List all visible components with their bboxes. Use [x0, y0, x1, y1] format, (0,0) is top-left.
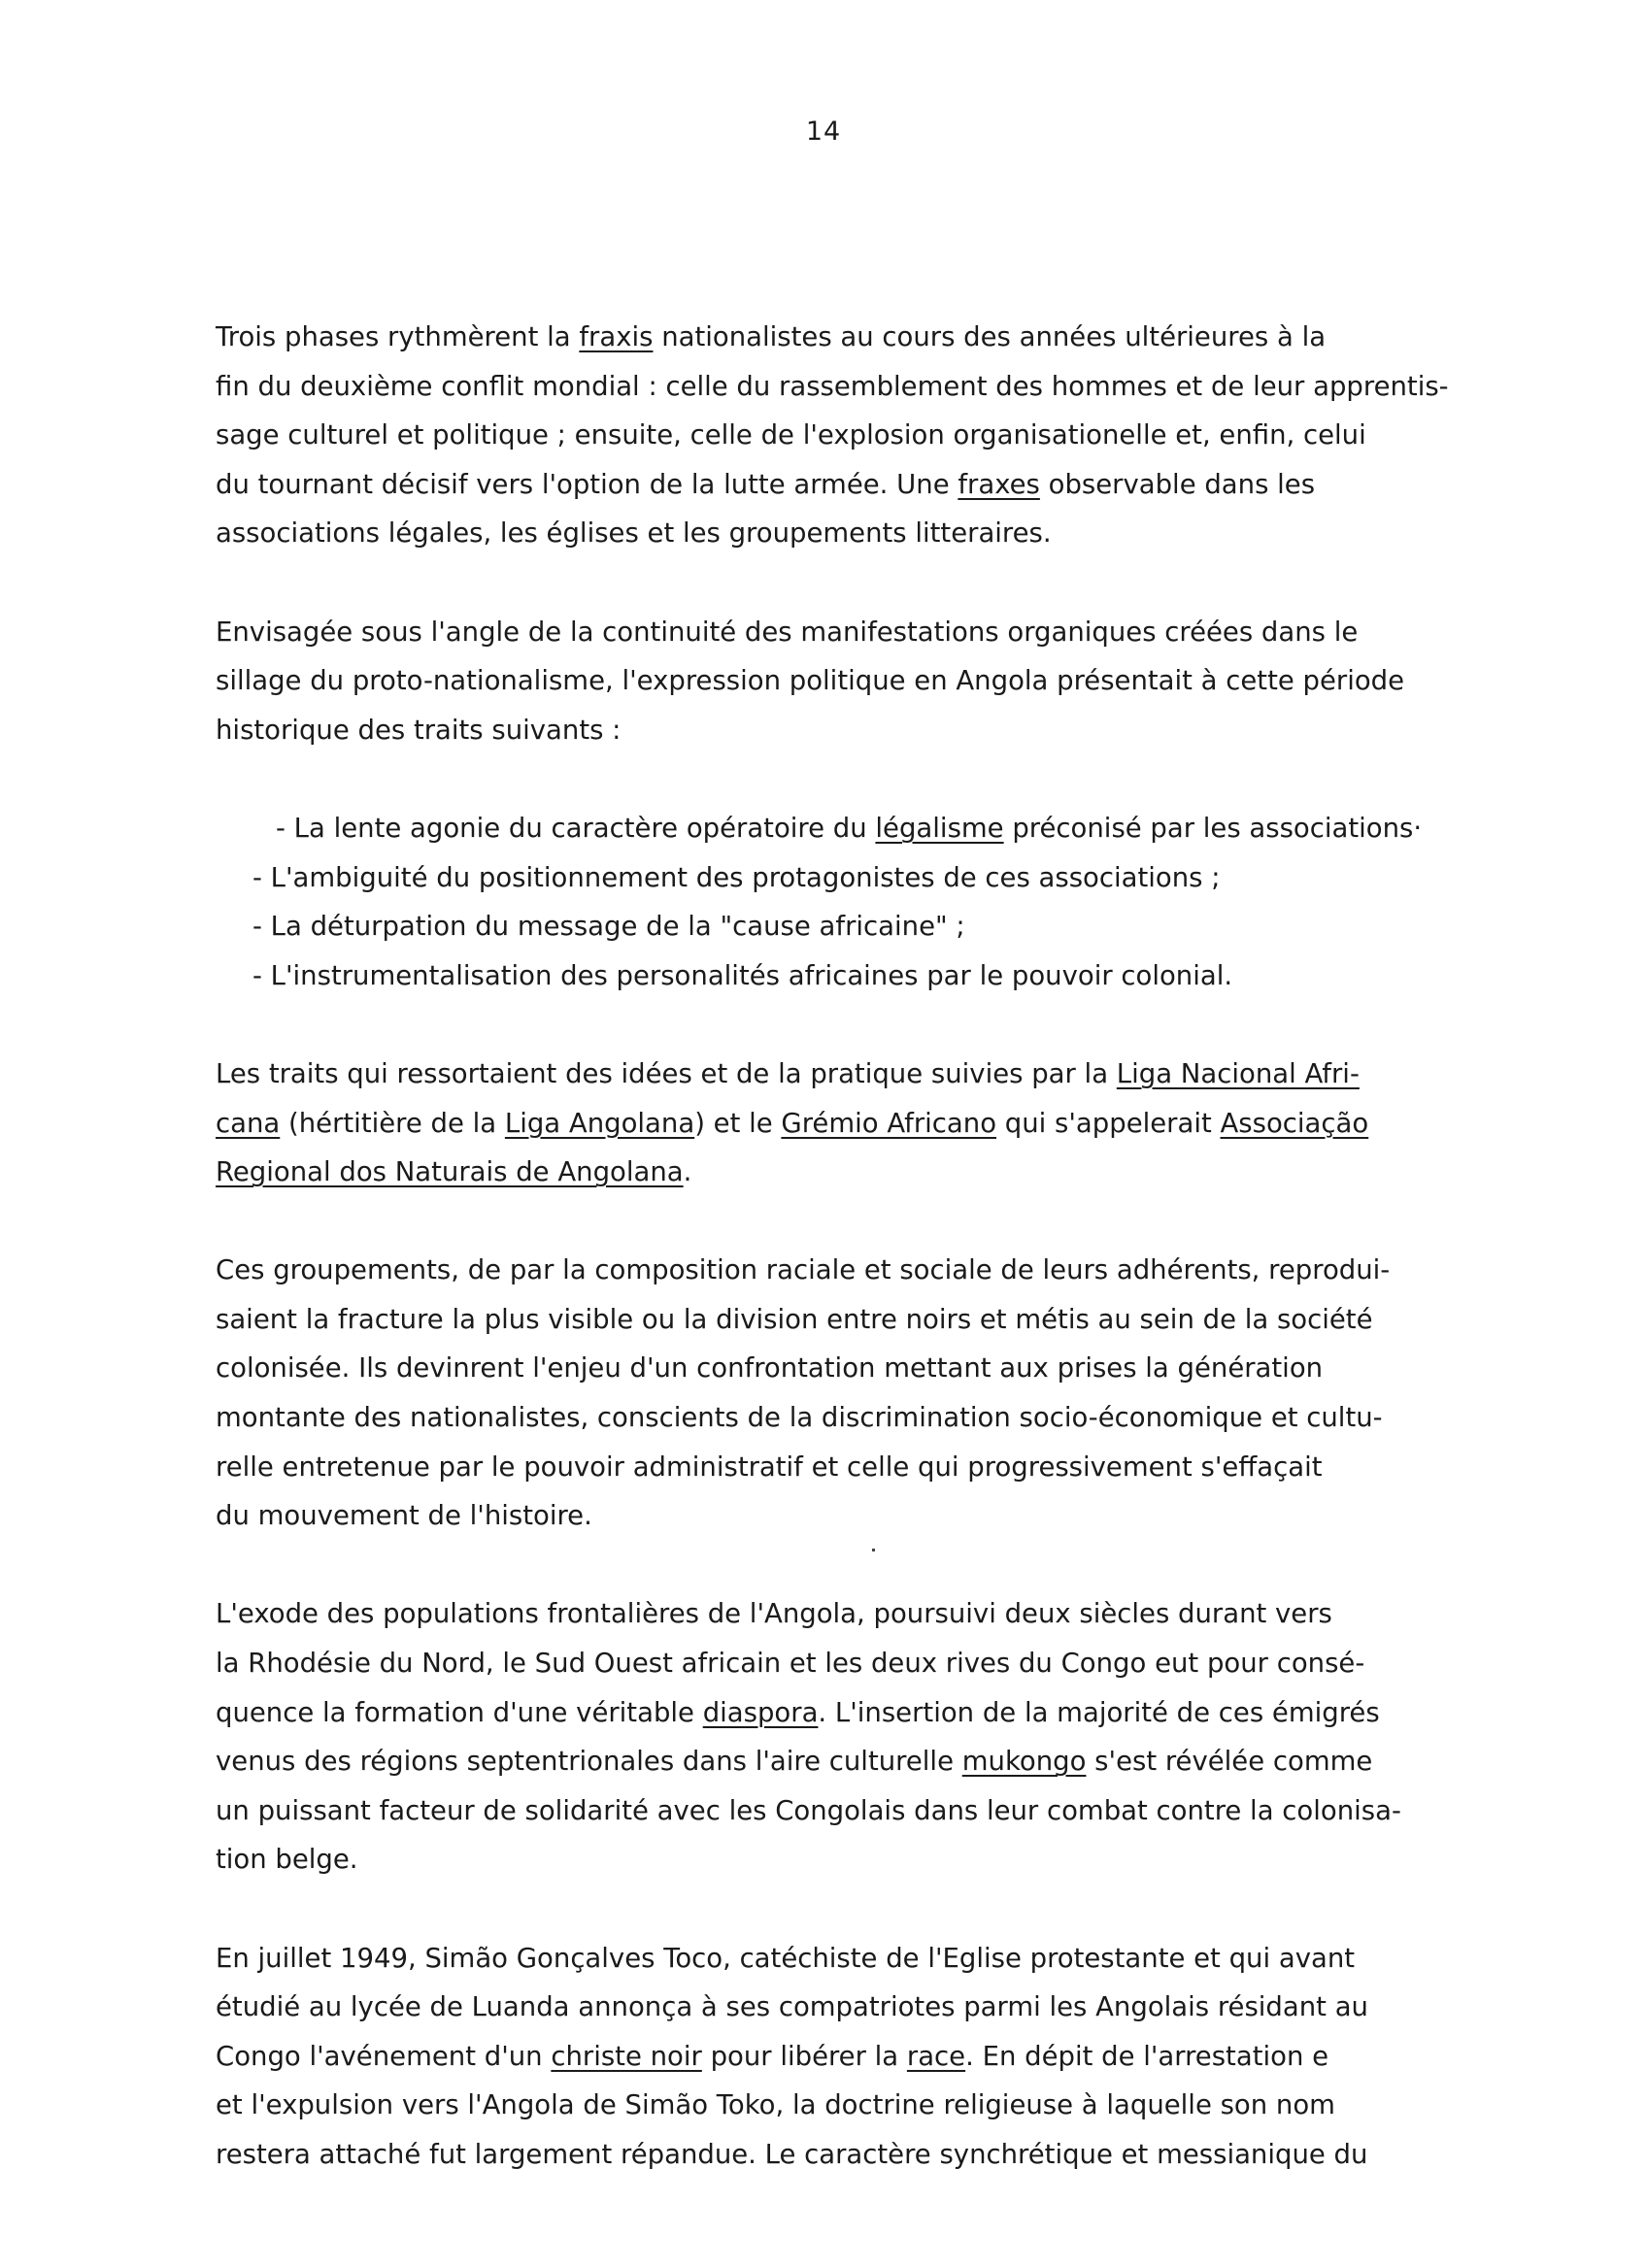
paragraph-2: [216, 608, 1595, 755]
text-span: - La lente agonie du caractère opératoire du: [276, 812, 876, 844]
text-line: fin du deuxième conflit mondial : celle du rassemblement des hommes et de leur apprentis-: [216, 370, 1449, 402]
text-line: historique des traits suivants :: [216, 714, 622, 746]
paragraph-6: [216, 1934, 1595, 2180]
text-span: Les traits qui ressortaient des idées et de la pratique suivies par la: [216, 1057, 1117, 1089]
underlined-term: fraxes: [958, 468, 1040, 500]
text-line: la Rhodésie du Nord, le Sud Ouest africain et les deux rives du Congo eut pour consé-: [216, 1648, 1365, 1680]
scan-speck: [872, 1549, 875, 1551]
text-span: observable dans les: [1039, 468, 1316, 500]
text-line: [216, 1148, 1595, 1197]
text-span: (hértitière de la: [280, 1107, 505, 1139]
underlined-term: race: [906, 2040, 966, 2072]
text-line: montante des nationalistes, conscients de la discrimination socio-économique et cultu-: [216, 1402, 1383, 1434]
text-span: Trois phases rythmèrent la: [216, 321, 580, 352]
text-line: [216, 2032, 1595, 2082]
list-item: [216, 804, 1595, 853]
text-line: [216, 313, 1595, 362]
text-span: venus des régions septentrionales dans l'aire culturelle: [216, 1746, 962, 1778]
text-span: du tournant décisif vers l'option de la lutte armée. Une: [216, 468, 958, 500]
text-span: s'est révélée comme: [1086, 1746, 1373, 1778]
text-span: ) et le: [694, 1107, 782, 1139]
body-text: [216, 313, 1595, 2228]
underlined-term: Regional dos Naturais de Angolana: [216, 1156, 684, 1188]
text-line: [216, 1099, 1595, 1149]
paragraph-1: [216, 313, 1595, 558]
paragraph-5: [216, 1589, 1595, 1884]
underlined-term: cana: [216, 1107, 281, 1139]
text-line: L'exode des populations frontalières de l'Angola, poursuivi deux siècles durant vers: [216, 1598, 1332, 1630]
text-line: [216, 1688, 1595, 1738]
text-span: préconisé par les associations·: [1003, 812, 1423, 844]
text-line: étudié au lycée de Luanda annonça à ses compatriotes parmi les Angolais résidant au: [216, 1991, 1368, 2023]
paragraph-3: [216, 1050, 1595, 1197]
underlined-term: Associação: [1220, 1107, 1369, 1139]
page-number: 14: [805, 117, 842, 147]
underlined-term: Liga Angolana: [504, 1107, 695, 1139]
paragraph-4: [216, 1246, 1595, 1541]
text-span: qui s'appelerait: [996, 1107, 1221, 1139]
text-span: Congo l'avénement d'un: [216, 2040, 552, 2072]
text-line: un puissant facteur de solidarité avec les Congolais dans leur combat contre la colonisa-: [216, 1794, 1401, 1826]
text-line: restera attaché fut largement répandue. Le caractère synchrétique et messianique du: [216, 2138, 1368, 2170]
text-span: . En dépit de l'arrestation e: [965, 2040, 1329, 2072]
text-span: pour libérer la: [701, 2040, 907, 2072]
text-span: . L'insertion de la majorité de ces émigrés: [818, 1696, 1380, 1728]
underlined-term: fraxis: [579, 321, 654, 352]
text-span: quence la formation d'une véritable: [216, 1696, 703, 1728]
text-line: colonisée. Ils devinrent l'enjeu d'un confrontation mettant aux prises la génération: [216, 1352, 1324, 1384]
text-line: du mouvement de l'histoire.: [216, 1500, 592, 1532]
list-item: - La déturpation du message de la "cause africaine" ;: [252, 911, 965, 943]
underlined-term: Liga Nacional Afri-: [1116, 1057, 1360, 1089]
text-span: .: [683, 1156, 692, 1188]
text-span: nationalistes au cours des années ultérieures à la: [653, 321, 1327, 352]
underlined-term: mukongo: [961, 1746, 1087, 1778]
text-line: [216, 1737, 1595, 1786]
text-line: associations légales, les églises et les groupements litteraires.: [216, 517, 1052, 550]
list-item: - L'instrumentalisation des personalités africaines par le pouvoir colonial.: [252, 959, 1233, 991]
text-line: Envisagée sous l'angle de la continuité des manifestations organiques créées dans le: [216, 616, 1359, 648]
underlined-term: Grémio Africano: [781, 1107, 997, 1139]
underlined-term: diaspora: [702, 1696, 819, 1728]
text-line: [216, 1050, 1595, 1099]
text-line: tion belge.: [216, 1844, 358, 1876]
underlined-term: légalisme: [875, 812, 1004, 844]
text-line: saient la fracture la plus visible ou la division entre noirs et métis au sein de la société: [216, 1303, 1373, 1335]
traits-list: [216, 804, 1595, 1000]
text-line: En juillet 1949, Simão Gonçalves Toco, catéchiste de l'Eglise protestante et qui avant: [216, 1942, 1356, 1974]
text-line: [216, 460, 1595, 510]
text-line: Ces groupements, de par la composition raciale et sociale de leurs adhérents, reprodui-: [216, 1254, 1391, 1286]
underlined-term: christe noir: [551, 2040, 702, 2072]
list-item: - L'ambiguité du positionnement des protagonistes de ces associations ;: [252, 861, 1221, 893]
text-line: sillage du proto-nationalisme, l'expression politique en Angola présentait à cette période: [216, 665, 1405, 697]
text-line: relle entretenue par le pouvoir administratif et celle qui progressivement s'effaçait: [216, 1451, 1323, 1483]
text-line: sage culturel et politique ; ensuite, celle de l'explosion organisationelle et, enfin, celui: [216, 419, 1366, 451]
text-line: et l'expulsion vers l'Angola de Simão Toko, la doctrine religieuse à laquelle son nom: [216, 2089, 1335, 2121]
